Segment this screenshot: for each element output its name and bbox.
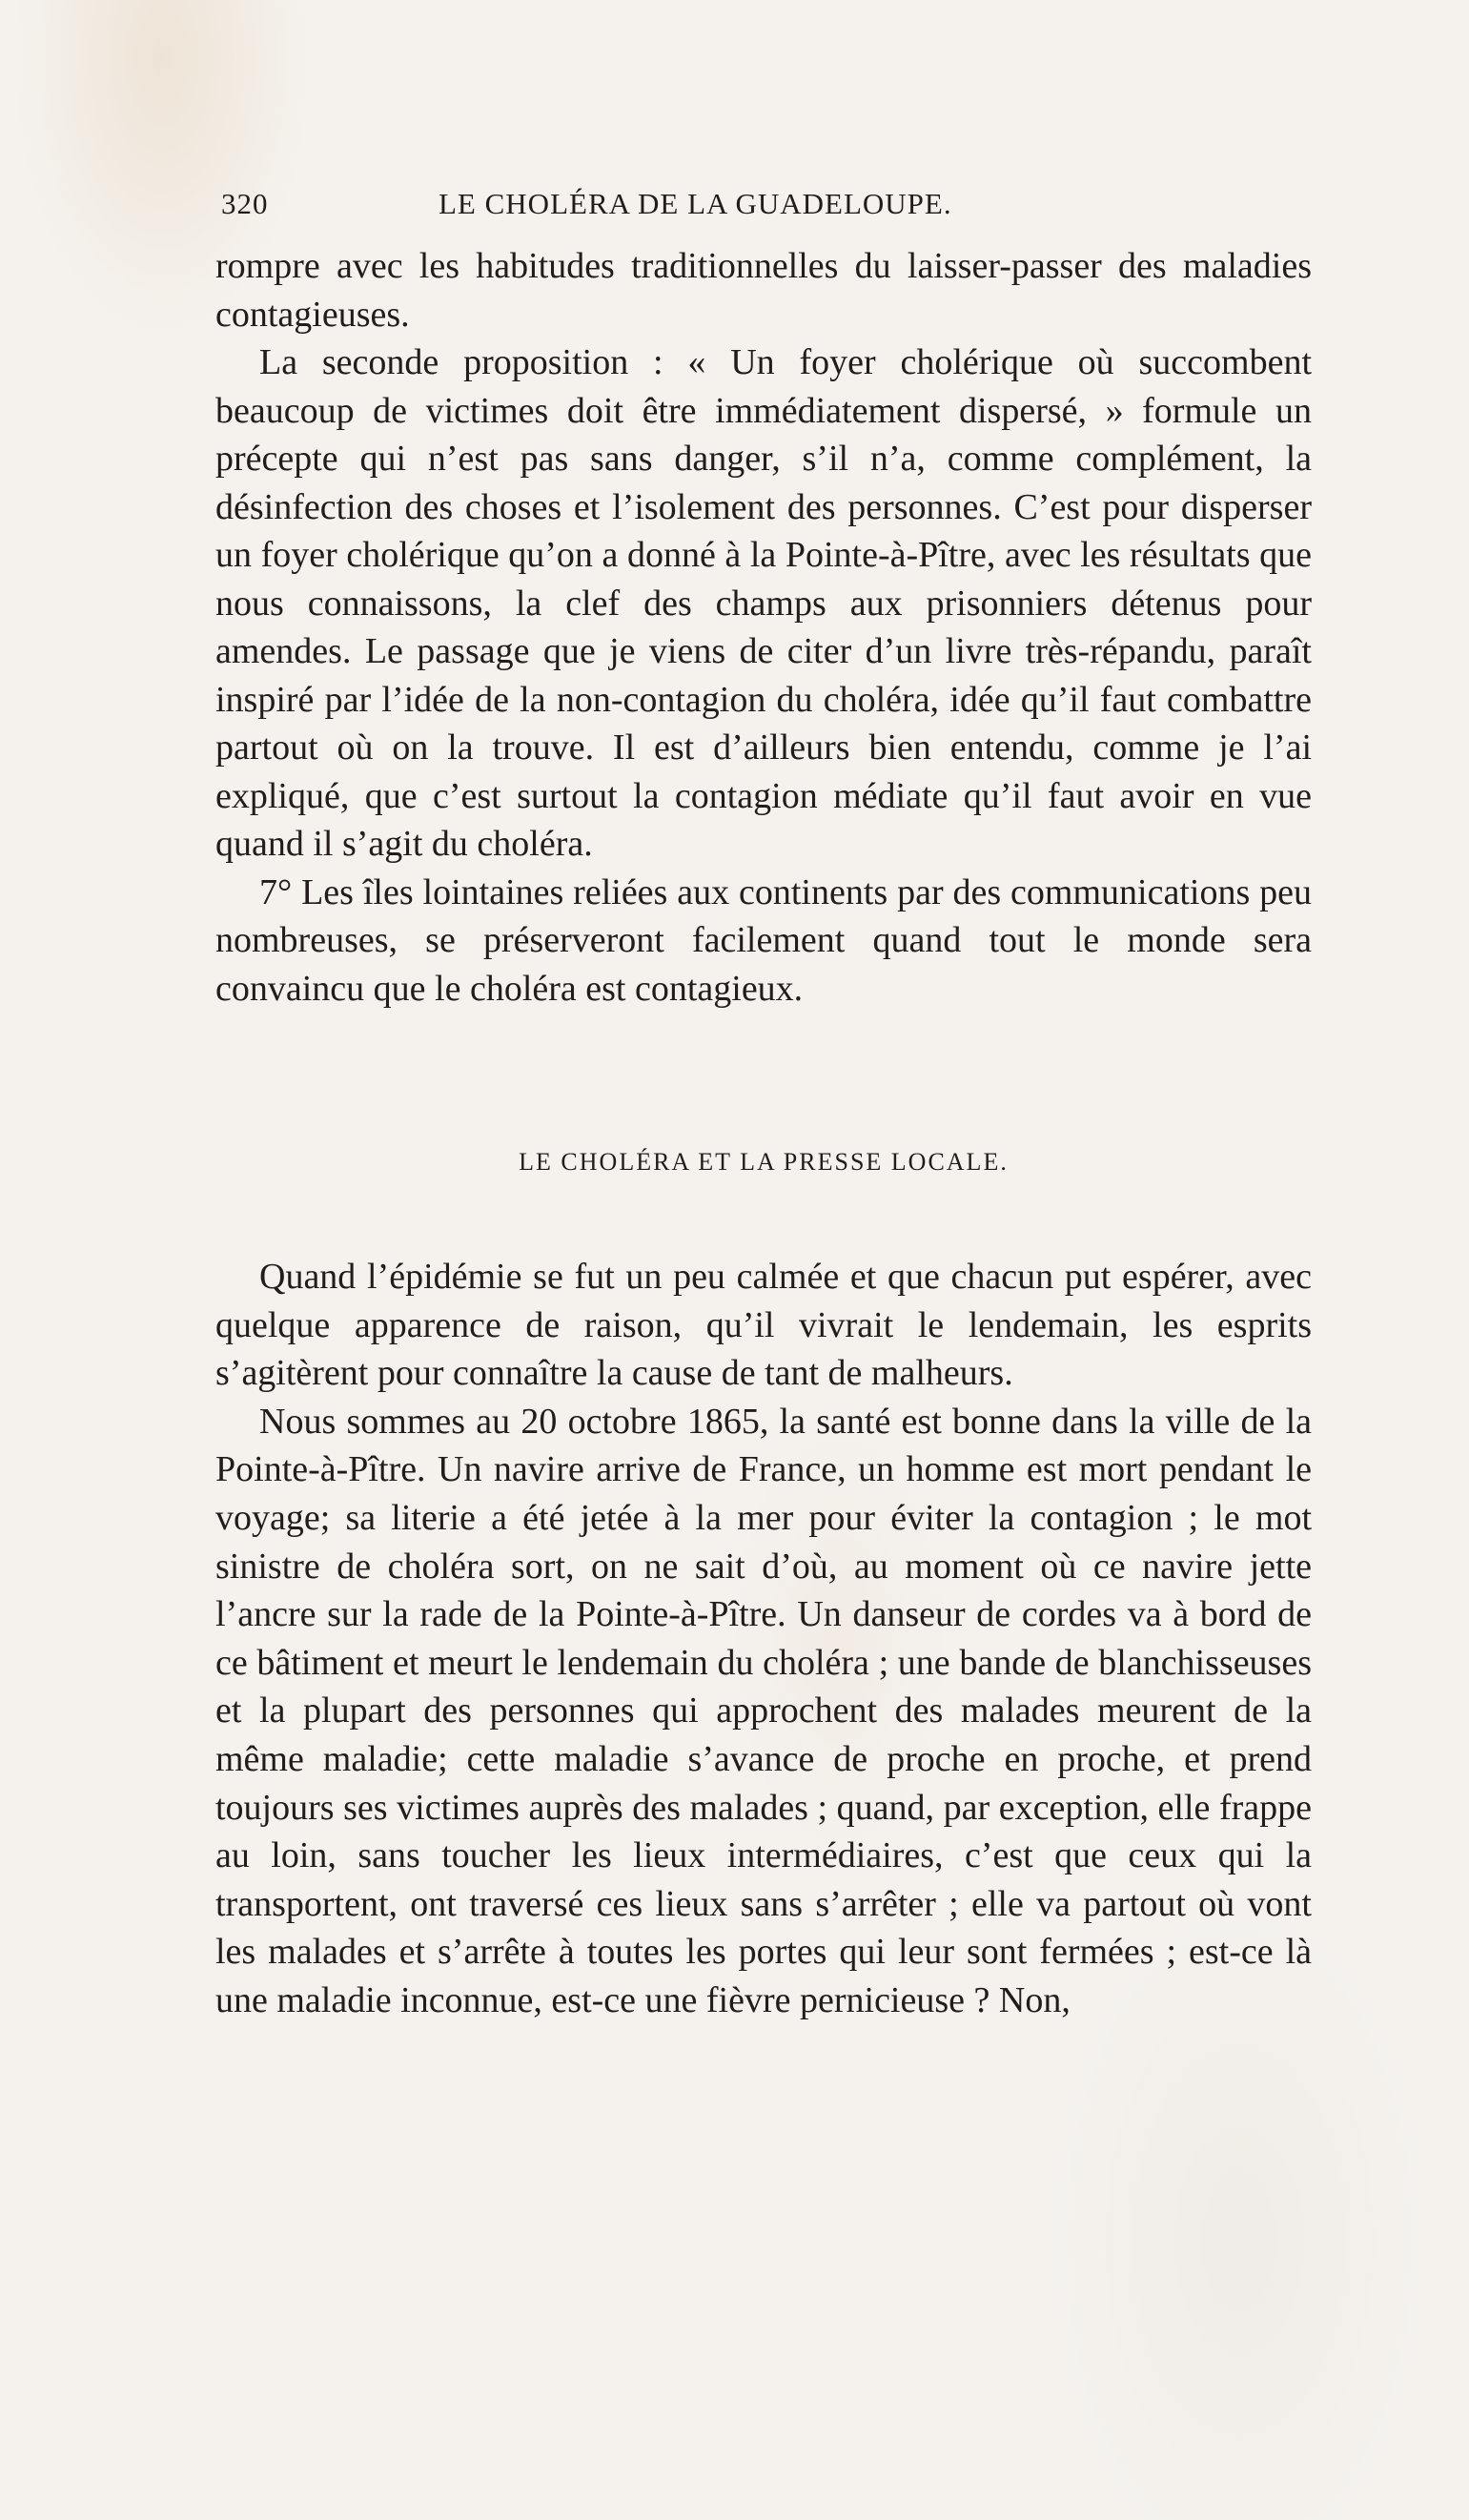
section-heading: LE CHOLÉRA ET LA PRESSE LOCALE. bbox=[519, 1148, 1009, 1176]
paragraph: rompre avec les habitudes traditionnelles du laisser-passer des maladies contagieuses. bbox=[215, 246, 1312, 335]
running-head bbox=[221, 187, 1317, 225]
paragraph: 7° Les îles lointaines reliées aux continents par des communications peu nombreuses, se préserveront facilement quand tout le monde sera convaincu que le choléra est contagieux. bbox=[215, 871, 1312, 1009]
paragraph: Quand l’épidémie se fut un peu calmée et que chacun put espérer, avec quelque apparence de raison, qu’il vivrait le lendemain, les esprits s’agitèrent pour connaître la cause de tant de malheurs. bbox=[215, 1257, 1312, 1394]
body-text-top bbox=[215, 242, 1312, 1013]
paragraph: Nous sommes au 20 octobre 1865, la santé est bonne dans la ville de la Pointe-à-Pître. Un navire arrive de France, un homme est mort pendant le voyage; sa literie a été jetée à la mer pour éviter la contagion ; le mot sinistre de choléra sort, on ne sait d’où, au moment où ce navire jette l’ancre sur la rade de la Pointe-à-Pître. Un danseur de cordes va à bord de ce bâtiment et meurt le lendemain du choléra ; une bande de blanchisseuses et la plupart des personnes qui approchent des malades meurent de la même maladie; cette maladie s’avance de proche en proche, et prend toujours ses victimes auprès des malades ; quand, par exception, elle frappe au loin, sans toucher les lieux intermédiaires, c’est que ceux qui la transportent, ont traversé ces lieux sans s’arrêter ; elle va partout où vont les malades et s’arrête à toutes les portes qui leur sont fermées ; est-ce là une maladie inconnue, est-ce une fièvre pernicieuse ? Non, bbox=[215, 1401, 1312, 2020]
running-title: LE CHOLÉRA DE LA GUADELOUPE. bbox=[439, 187, 952, 220]
page-number: 320 bbox=[221, 187, 269, 220]
paragraph: La seconde proposition : « Un foyer cholérique où succombent beaucoup de victimes doit être immédiatement dispersé, » formule un précepte qui n’est pas sans danger, s’il n’a, comme complément, la désinfection des choses et l’isolement des personnes. C’est pour disperser un foyer cholérique qu’on a donné à la Pointe-à-Pître, avec les résultats que nous connaissons, la clef des champs aux prisonniers détenus pour amendes. Le passage que je viens de citer d’un livre très-répandu, paraît inspiré par l’idée de la non-contagion du choléra, idée qu’il faut combattre partout où on la trouve. Il est d’ailleurs bien entendu, comme je l’ai expliqué, que c’est surtout la contagion médiate qu’il faut avoir en vue quand il s’agit du choléra. bbox=[215, 342, 1312, 864]
body-text-bottom bbox=[215, 1253, 1312, 2025]
